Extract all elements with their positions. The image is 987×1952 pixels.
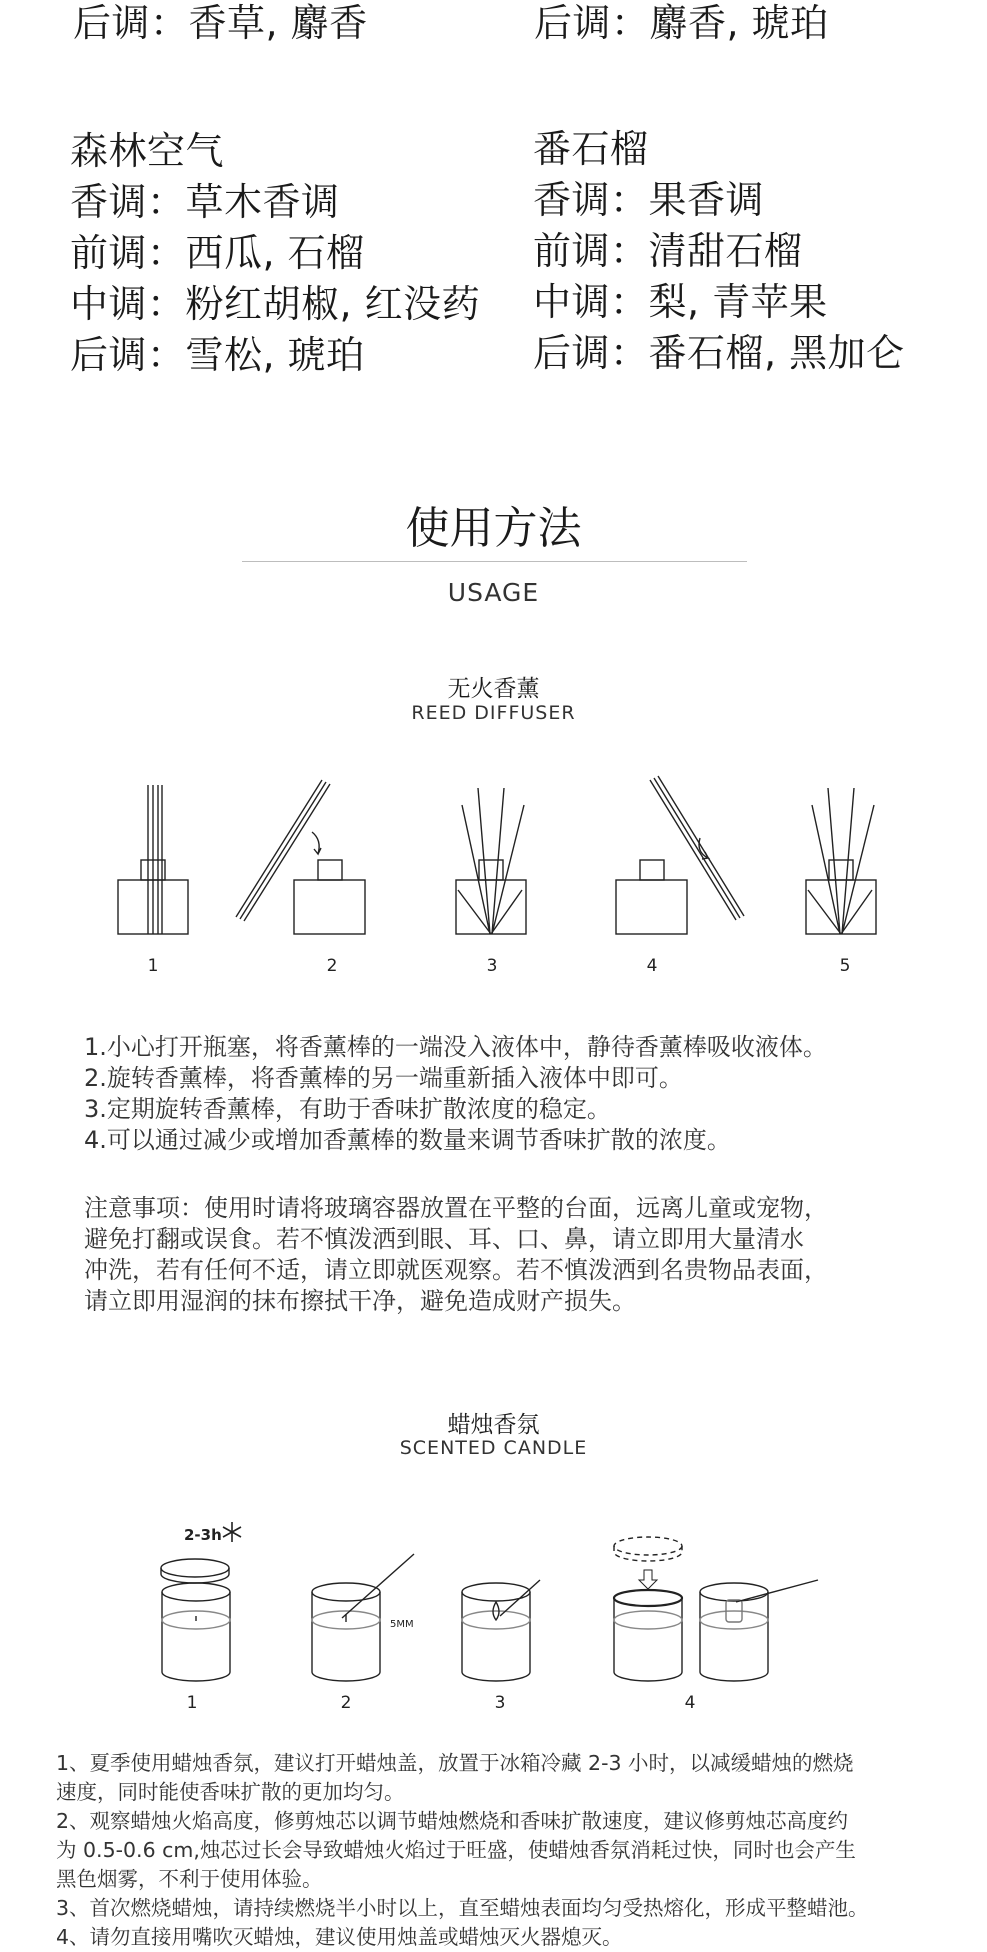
reed-step-label: 3 [486,956,498,976]
scent-line: 后调：番石榴, 黑加仑 [533,331,905,375]
usage-title-cn: 使用方法 [405,503,582,554]
candle-step-label: 3 [494,1693,506,1713]
notice-line: 请立即用湿润的抹布擦拭干净，避免造成财产损失。 [84,1287,636,1315]
reed-title-cn: 无火香薰 [447,676,540,702]
candle-step-label: 1 [186,1693,198,1713]
scent-line: 后调：雪松, 琥珀 [70,333,365,377]
notice-line: 注意事项：使用时请将玻璃容器放置在平整的台面，远离儿童或宠物， [84,1194,828,1222]
instruction-line: 1、夏季使用蜡烛香氛，建议打开蜡烛盖，放置于冰箱冷藏 2-3 小时，以减缓蜡烛的燃烧 [56,1751,854,1775]
instruction-line: 2、观察蜡烛火焰高度，修剪烛芯以调节蜡烛燃烧和香味扩散速度，建议修剪烛芯高度约 [56,1809,849,1833]
reed-instructions [84,1032,827,1156]
scent-line: 中调：粉红胡椒, 红没药 [70,282,481,326]
wick-length-label: 5MM [390,1619,414,1630]
instruction-line: 3.定期旋转香薰棒，有助于香味扩散浓度的稳定。 [84,1095,611,1123]
candle-step-label: 2 [340,1693,352,1713]
candle-instructions [56,1749,956,1952]
candle-step-1-icon [161,1522,241,1681]
scent-tail-right [534,0,987,49]
reed-step-label: 2 [326,956,338,976]
instruction-line: 1.小心打开瓶塞，将香薰棒的一端没入液体中，静待香薰棒吸收液体。 [84,1033,827,1061]
instruction-line: 3、首次燃烧蜡烛，请持续燃烧半小时以上，直至蜡烛表面均匀受热熔化，形成平整蜡池。 [56,1896,869,1920]
arrow-down-icon [639,1570,657,1589]
scent-line: 后调：麝香, 琥珀 [534,1,829,45]
scent-name: 番石榴 [533,127,649,171]
instruction-line: 黑色烟雾，不利于使用体验。 [56,1867,323,1891]
notice-line: 避免打翻或误食。若不慎泼洒到眼、耳、口、鼻，请立即用大量清水 [84,1225,804,1253]
scent-line: 香调：果香调 [533,178,765,222]
snowflake-icon [223,1522,241,1542]
scent-tail-left [73,0,543,49]
divider [242,561,747,562]
instruction-line: 4.可以通过减少或增加香薰棒的数量来调节香味扩散的浓度。 [84,1126,731,1154]
scent-line: 前调：清甜石榴 [533,229,803,273]
candle-step-4-icon [614,1537,818,1681]
scent-line: 香调：草木香调 [70,180,340,224]
reed-step-2-icon [236,780,365,934]
reed-step-1-icon [118,785,188,934]
candle-step-label: 4 [684,1693,696,1713]
scent-card-forest-air [70,126,540,381]
usage-title-en: USAGE [447,578,540,607]
scent-line: 前调：西瓜, 石榴 [70,231,365,275]
instruction-line: 4、请勿直接用嘴吹灭蜡烛，建议使用烛盖或蜡烛灭火器熄灭。 [56,1925,623,1949]
candle-title-cn: 蜡烛香氛 [447,1412,540,1438]
reed-step-label: 5 [839,956,851,976]
candle-step-3-icon [462,1580,540,1681]
scent-line: 后调：香草, 麝香 [73,1,368,45]
notice-line: 冲洗，若有任何不适，请立即就医观察。若不慎泼洒到名贵物品表面， [84,1256,828,1284]
candle-time-label: 2-3h [184,1526,222,1544]
scent-line: 中调：梨, 青苹果 [533,280,828,324]
candle-title-en: SCENTED CANDLE [399,1437,588,1459]
scent-card-guava [533,124,987,379]
candle-step-2-icon [312,1554,414,1681]
reed-step-label: 4 [646,956,658,976]
reed-step-label: 1 [147,956,159,976]
candle-steps-illustration [0,1510,987,1720]
reed-title-en: REED DIFFUSER [411,702,576,724]
instruction-line: 为 0.5-0.6 cm,烛芯过长会导致蜡烛火焰过于旺盛，使蜡烛香氛消耗过快，同时也会产生 [56,1838,856,1862]
reed-step-3-icon [456,788,526,934]
instruction-line: 2.旋转香薰棒，将香薰棒的另一端重新插入液体中即可。 [84,1064,683,1092]
reed-diffuser-steps-illustration [0,760,987,990]
instruction-line: 速度，同时能使香味扩散的更加均匀。 [56,1780,405,1804]
reed-step-4-icon [616,776,744,934]
reed-step-5-icon [806,788,876,934]
scent-name: 森林空气 [70,129,225,173]
reed-notice [84,1193,828,1317]
